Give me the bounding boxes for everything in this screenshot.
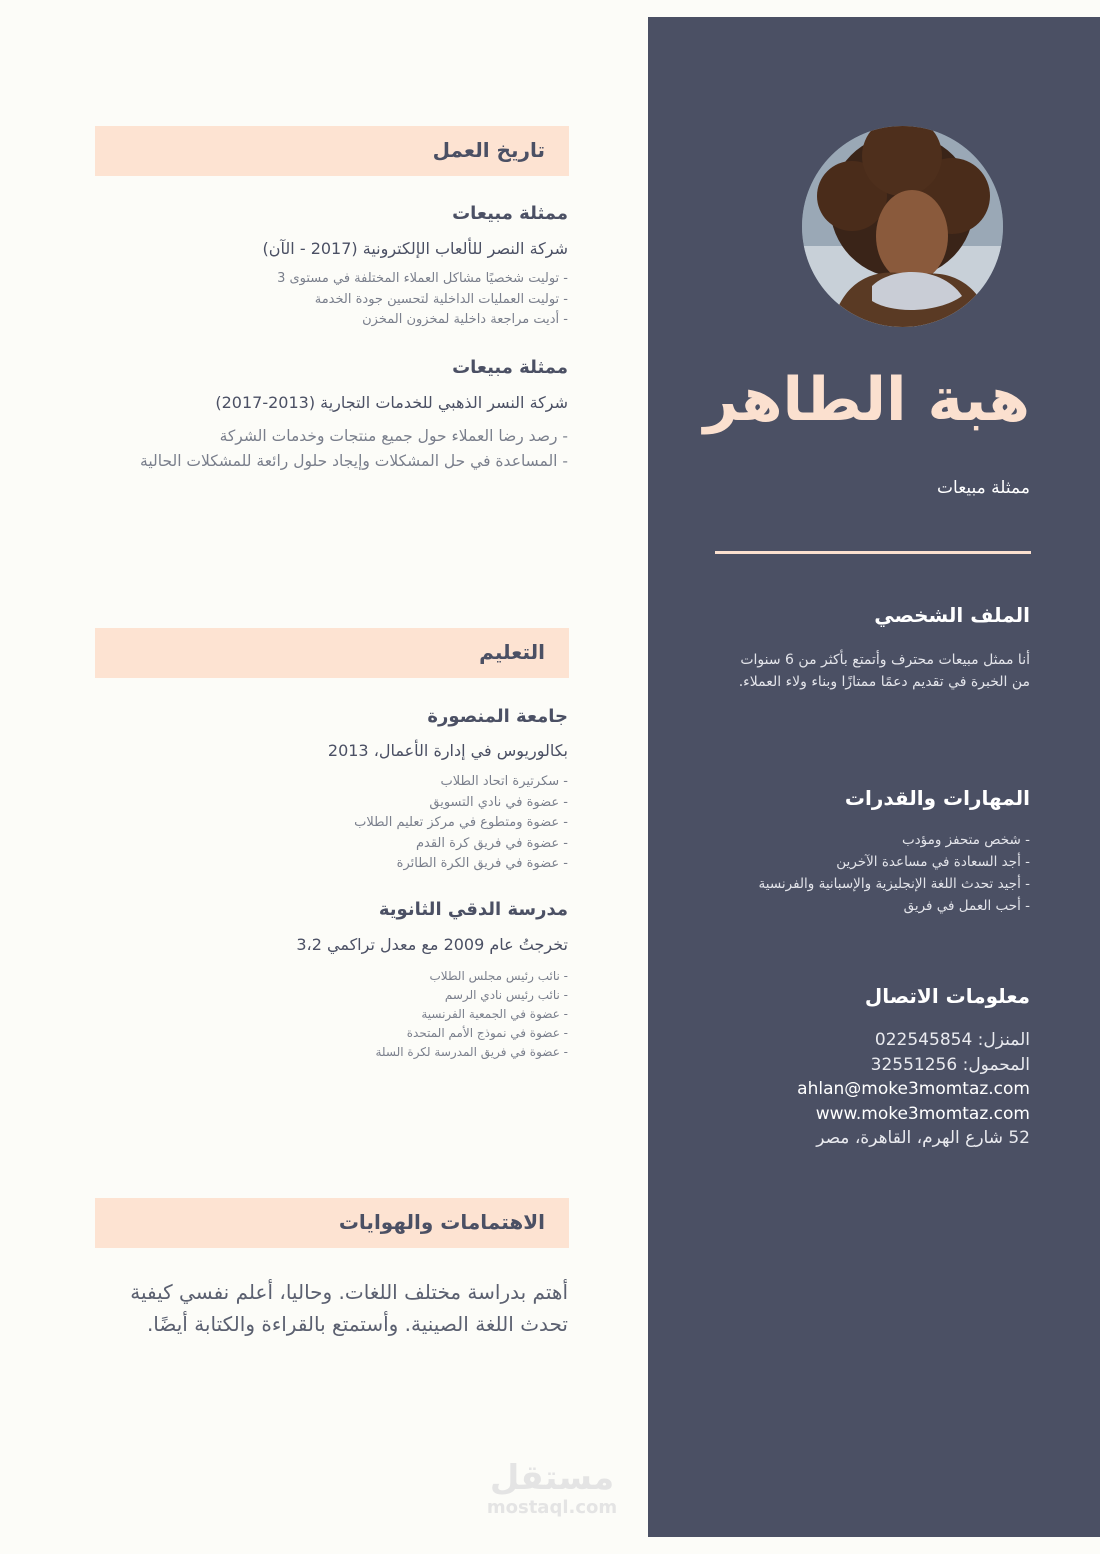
contact-heading: معلومات الاتصال [864, 984, 1030, 1008]
contact-mobile-phone: المحمول: 32551256 [870, 1054, 1030, 1075]
school-bullets-1 [98, 772, 568, 875]
hobbies-text [98, 1276, 568, 1340]
hobbies-heading: الاهتمامات والهوايات [338, 1210, 545, 1234]
list-item: - عضوة في فريق المدرسة لكرة السلة [375, 1045, 568, 1059]
hobbies-line: أهتم بدراسة مختلف اللغات. وحاليا، أعلم نفسي كيفية [130, 1280, 568, 1304]
job-title-2: ممثلة مبيعات [452, 357, 568, 378]
skills-item: - أجيد تحدث اللغة الإنجليزية والإسبانية والفرنسية [758, 876, 1030, 892]
job-bullets-1 [98, 269, 568, 331]
list-item: - عضوة في نموذج الأمم المتحدة [406, 1026, 568, 1040]
school-degree-1: بكالوريوس في إدارة الأعمال، 2013 [327, 741, 568, 760]
list-item: - عضوة في نادي التسويق [429, 794, 568, 810]
work-section-bar [95, 126, 569, 176]
job-company-2: شركة النسر الذهبي للخدمات التجارية (2013-2017) [215, 393, 568, 412]
mostaql-watermark [482, 1458, 622, 1518]
list-item: - عضوة في الجمعية الفرنسية [421, 1007, 568, 1021]
list-item: - رصد رضا العملاء حول جميع منتجات وخدمات الشركة [219, 427, 568, 445]
list-item: - المساعدة في حل المشكلات وإيجاد حلول رائعة للمشكلات الحالية [140, 452, 568, 470]
contact-address: 52 شارع الهرم، القاهرة، مصر [816, 1128, 1030, 1148]
candidate-name: هبة الطاهر [703, 365, 1030, 435]
work-heading: تاريخ العمل [432, 138, 545, 162]
education-heading: التعليم [479, 640, 545, 664]
about-line: من الخبرة في تقديم دعمًا ممتازًا وبناء ولاء العملاء. [738, 674, 1030, 690]
contact-website-link[interactable]: www.moke3momtaz.com [815, 1103, 1030, 1124]
watermark-arabic: مستقل [489, 1458, 615, 1498]
candidate-job-title: ممثلة مبيعات [937, 478, 1030, 498]
list-item: - توليت العمليات الداخلية لتحسين جودة الخدمة [314, 291, 568, 307]
school-name-1: جامعة المنصورة [427, 706, 568, 727]
hobbies-line: تحدث اللغة الصينية. وأستمتع بالقراءة والكتابة أيضًا. [146, 1312, 568, 1336]
about-text [700, 649, 1030, 693]
watermark-latin: mostaql.com [486, 1497, 618, 1518]
job-company-1: شركة النصر للألعاب الإلكترونية (2017 - الآن) [262, 239, 568, 258]
skills-item: - شخص متحفز ومؤدب [901, 832, 1030, 848]
list-item: - نائب رئيس مجلس الطلاب [429, 969, 568, 983]
profile-photo [802, 126, 1003, 327]
about-line: أنا ممثل مبيعات محترف وأتمتع بأكثر من 6 سنوات [740, 652, 1030, 668]
education-section-bar [95, 628, 569, 678]
about-heading: الملف الشخصي [874, 603, 1030, 627]
contact-list [670, 1028, 1030, 1151]
list-item: - توليت شخصيًا مشاكل العملاء المختلفة في مستوى 3 [277, 271, 568, 286]
list-item: - عضوة في فريق كرة القدم [415, 835, 568, 851]
school-name-2: مدرسة الدقي الثانوية [378, 899, 568, 920]
list-item: - نائب رئيس نادي الرسم [444, 988, 568, 1002]
skills-list [700, 829, 1030, 917]
school-bullets-2 [98, 967, 568, 1062]
contact-home-phone: المنزل: 022545854 [874, 1030, 1030, 1050]
list-item: - عضوة ومتطوع في مركز تعليم الطلاب [354, 815, 568, 830]
contact-email-link[interactable]: ahlan@moke3momtaz.com [797, 1079, 1030, 1099]
list-item: - أديت مراجعة داخلية لمخزون المخزن [362, 312, 568, 327]
skills-item: - أحب العمل في فريق [903, 898, 1030, 914]
hobbies-section-bar [95, 1198, 569, 1248]
job-title-1: ممثلة مبيعات [452, 203, 568, 224]
skills-heading: المهارات والقدرات [844, 786, 1030, 810]
school-degree-2: تخرجتُ عام 2009 مع معدل تراكمي 3،2 [296, 935, 568, 954]
name-divider [715, 551, 1031, 554]
skills-item: - أجد السعادة في مساعدة الآخرين [836, 854, 1030, 870]
list-item: - عضوة في فريق الكرة الطائرة [396, 856, 568, 871]
list-item: - سكرتيرة اتحاد الطلاب [440, 774, 568, 789]
job-bullets-2 [98, 424, 568, 474]
skills-list-wrap [700, 829, 1030, 917]
